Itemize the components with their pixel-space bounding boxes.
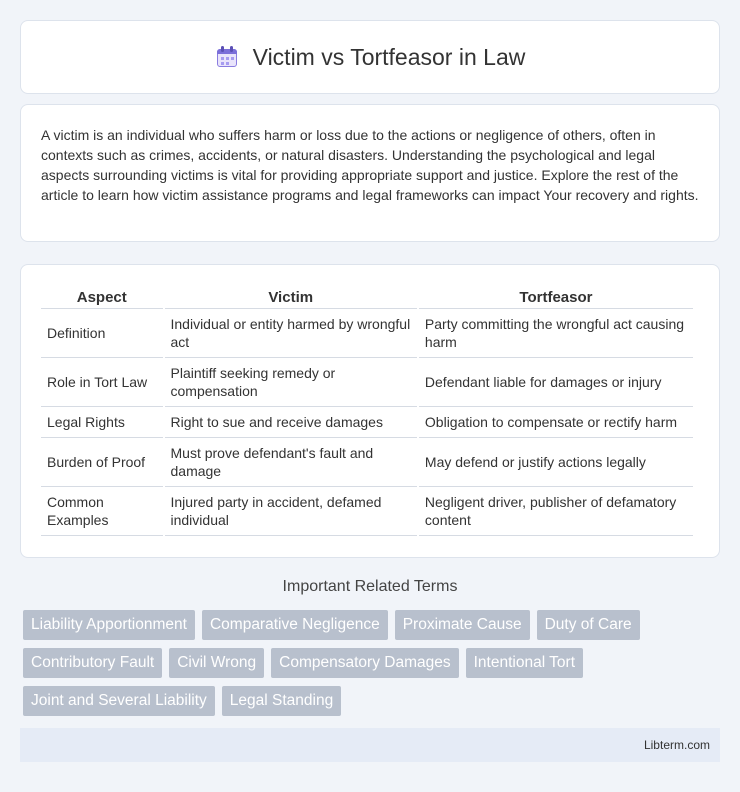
table-cell: Right to sue and receive damages bbox=[165, 407, 417, 438]
table-row bbox=[41, 309, 693, 358]
table-cell: Plaintiff seeking remedy or compensation bbox=[165, 358, 417, 407]
table-row bbox=[41, 438, 693, 487]
related-term-tag[interactable]: Legal Standing bbox=[222, 686, 341, 716]
related-terms-list bbox=[23, 610, 723, 716]
header-tortfeasor: Tortfeasor bbox=[419, 285, 693, 309]
related-term-tag[interactable]: Contributory Fault bbox=[23, 648, 162, 678]
table-cell: Common Examples bbox=[41, 487, 163, 536]
footer bbox=[20, 728, 720, 762]
table-cell: Injured party in accident, defamed individual bbox=[165, 487, 417, 536]
table-cell: Burden of Proof bbox=[41, 438, 163, 487]
table-cell: Individual or entity harmed by wrongful act bbox=[165, 309, 417, 358]
header-aspect: Aspect bbox=[41, 285, 163, 309]
table-row bbox=[41, 487, 693, 536]
table-row bbox=[41, 358, 693, 407]
related-term-tag[interactable]: Civil Wrong bbox=[169, 648, 264, 678]
table-cell: Must prove defendant's fault and damage bbox=[165, 438, 417, 487]
calendar-icon bbox=[215, 45, 239, 69]
intro-card bbox=[20, 104, 720, 242]
comparison-table bbox=[39, 285, 695, 536]
title-card bbox=[20, 20, 720, 94]
intro-text: A victim is an individual who suffers harm or loss due to the actions or negligence of others, often in contexts such as crimes, accidents, or natural disasters. Understanding the psychological and legal aspects surrounding victims is vital for providing appropriate support and justice. Explore the rest of the article to learn how victim assistance programs and legal frameworks can impact Your recovery and rights. bbox=[41, 127, 699, 203]
header-victim: Victim bbox=[165, 285, 417, 309]
table-cell: Legal Rights bbox=[41, 407, 163, 438]
table-cell: Party committing the wrongful act causing harm bbox=[419, 309, 693, 358]
table-cell: May defend or justify actions legally bbox=[419, 438, 693, 487]
related-terms-title: Important Related Terms bbox=[282, 578, 458, 595]
table-cell: Definition bbox=[41, 309, 163, 358]
footer-site-link[interactable]: Libterm.com bbox=[643, 738, 710, 752]
table-cell: Obligation to compensate or rectify harm bbox=[419, 407, 693, 438]
related-term-tag[interactable]: Duty of Care bbox=[537, 610, 640, 640]
comparison-table-card bbox=[20, 264, 720, 558]
table-row bbox=[41, 407, 693, 438]
related-term-tag[interactable]: Intentional Tort bbox=[466, 648, 583, 678]
table-cell: Negligent driver, publisher of defamatory content bbox=[419, 487, 693, 536]
table-cell: Defendant liable for damages or injury bbox=[419, 358, 693, 407]
table-cell: Role in Tort Law bbox=[41, 358, 163, 407]
related-term-tag[interactable]: Compensatory Damages bbox=[271, 648, 458, 678]
related-term-tag[interactable]: Comparative Negligence bbox=[202, 610, 388, 640]
related-term-tag[interactable]: Proximate Cause bbox=[395, 610, 530, 640]
table-header-row bbox=[41, 285, 693, 309]
related-term-tag[interactable]: Joint and Several Liability bbox=[23, 686, 215, 716]
related-term-tag[interactable]: Liability Apportionment bbox=[23, 610, 195, 640]
page-title: Victim vs Tortfeasor in Law bbox=[252, 43, 526, 70]
